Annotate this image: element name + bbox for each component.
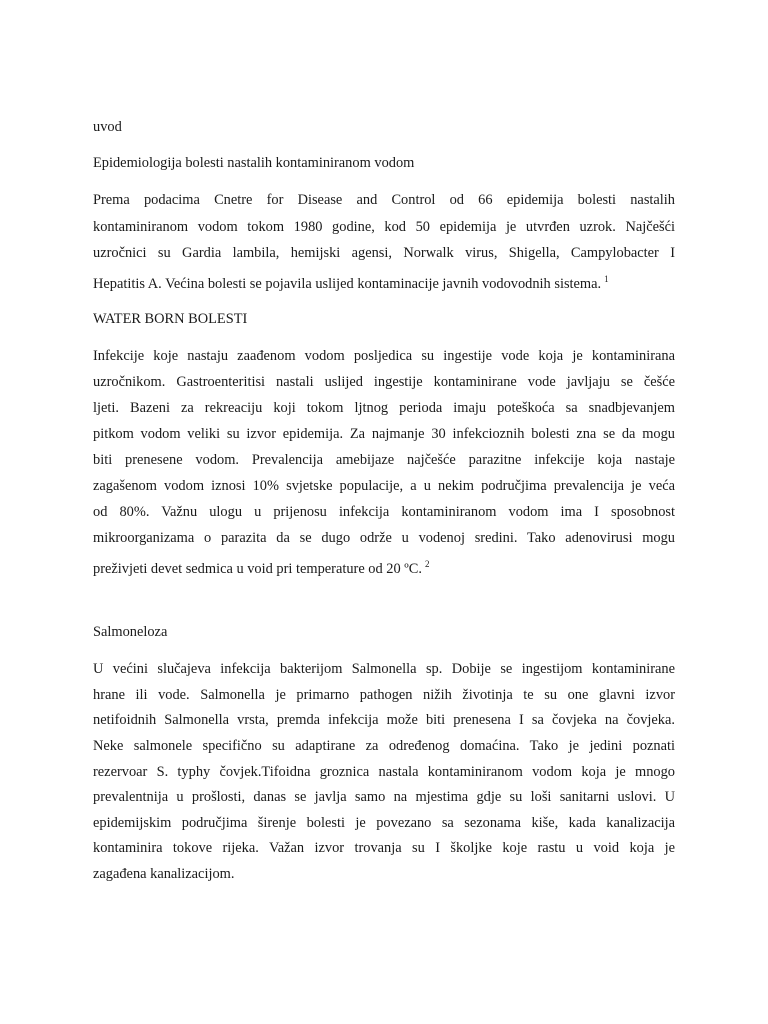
paragraph-line: Infekcije koje nastaju zaađenom vodom posljedica su ingestije vode koja je kontaminirana (93, 348, 675, 364)
paragraph-line: od 80%. Važnu ulogu u prijenosu infekcija kontaminiranom vodom ima I sposobnost (93, 504, 675, 520)
paragraph-line: U većini slučajeva infekcija bakterijom Salmonella sp. Dobije se ingestijom kontaminirane (93, 661, 675, 677)
intro-label: uvod (93, 119, 122, 135)
paragraph-line: mikroorganizama o parazita da se dugo održe u vodenoj sredini. Tako adenovirusi mogu (93, 530, 675, 546)
section-title-water-born: WATER BORN BOLESTI (93, 311, 248, 327)
paragraph-line: kontaminira tokove rijeka. Važan izvor trovanja su I školjke koje rastu u void koja je (93, 840, 675, 856)
paragraph-line: uzročnikom. Gastroenteritisi nastali uslijed ingestije kontaminirane vode javljaju se češće (93, 374, 675, 390)
paragraph-line-last (93, 555, 429, 578)
paragraph-line: uzročnici su Gardia lambila, hemijski agensi, Norwalk virus, Shigella, Campylobacter I (93, 245, 675, 261)
paragraph-line: Neke salmonele specifično su adaptirane za određenog domaćina. Tako je jedini poznati (93, 738, 675, 754)
paragraph-line: zagašenom vodom iznosi 10% svjetske populacije, a u nekim područjima prevalencija je veća (93, 478, 675, 494)
section-title-salmonellosis: Salmoneloza (93, 624, 168, 640)
paragraph-text: preživjeti devet sedmica u void pri temperature od 20 ºC. (93, 561, 422, 577)
paragraph-text: Hepatitis A. Većina bolesti se pojavila uslijed kontaminacije javnih vodovodnih sistema. (93, 276, 602, 292)
paragraph-line: hrane ili vode. Salmonella je primarno pathogen nižih životinja te su one glavni izvor (93, 687, 675, 703)
paragraph-line: ljeti. Bazeni za rekreaciju koji tokom ljtnog perioda imaju poteškoća sa snadbjevanjem (93, 400, 675, 416)
paragraph-line: prevalentnija u prošlosti, danas se javlja samo na mjestima gdje su loši sanitarni uslovi. U (93, 789, 675, 805)
paragraph-line-last (93, 270, 609, 293)
footnote-marker: 1 (604, 274, 609, 284)
footnote-marker: 2 (424, 559, 430, 569)
paragraph-line: Prema podacima Cnetre for Disease and Control od 66 epidemija bolesti nastalih (93, 192, 675, 208)
paragraph-line-last: zagađena kanalizacijom. (93, 866, 235, 882)
paragraph-line: pitkom vodom veliki su izvor epidemija. Za najmanje 30 infekcioznih bolesti zna se da mogu (93, 426, 675, 442)
paragraph-line: epidemijskim područjima širenje bolesti je povezano sa sezonama kiše, kada kanalizacija (93, 815, 675, 831)
paragraph-line: biti prenesene vodom. Prevalencija amebijaze najčešće parazitne infekcije koja nastaje (93, 452, 675, 468)
paragraph-line: rezervoar S. typhy čovjek.Tifoidna groznica nastala kontaminiranom vodom koja je mnogo (93, 764, 675, 780)
section-title-epidemiology: Epidemiologija bolesti nastalih kontaminiranom vodom (93, 155, 415, 171)
paragraph-line: netifoidnih Salmonella vrsta, premda infekcija može biti prenesena I sa čovjeka na čovjeka. (93, 712, 675, 728)
paragraph-line: kontaminiranom vodom tokom 1980 godine, kod 50 epidemija je utvrđen uzrok. Najčešći (93, 219, 675, 235)
